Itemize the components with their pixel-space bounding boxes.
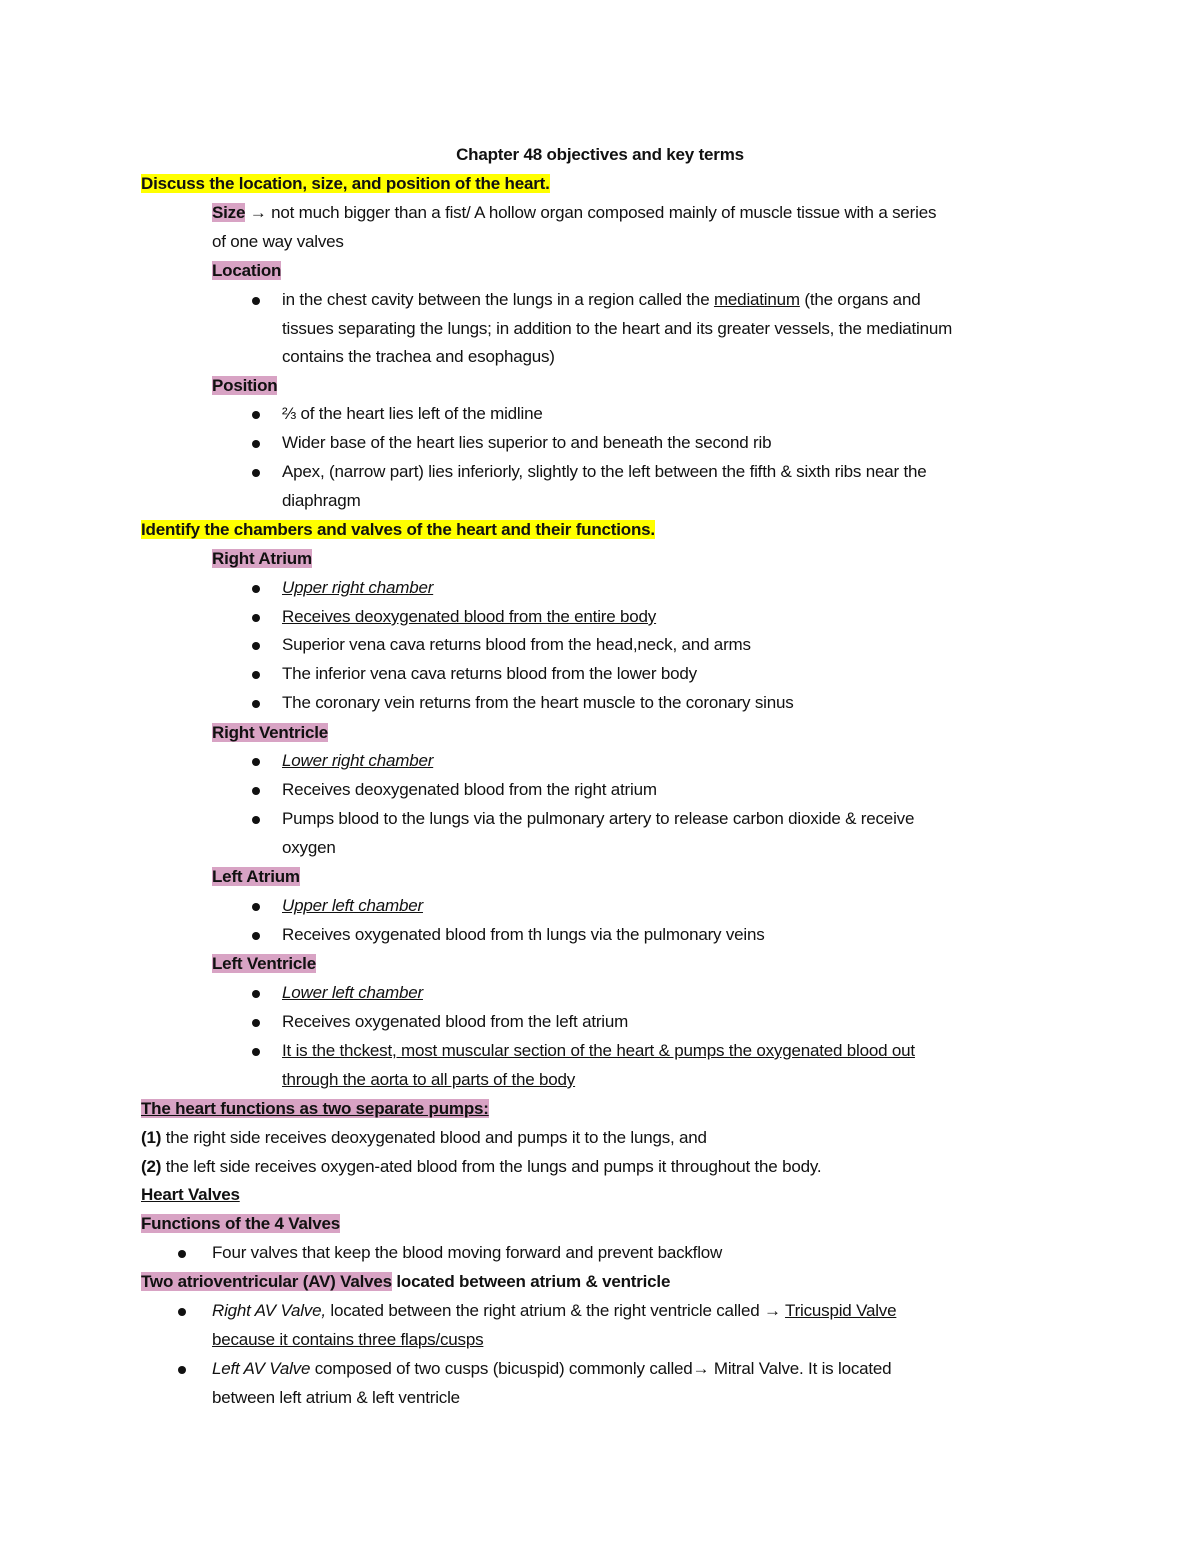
av-bullet-1-line-2: because it contains three flaps/cusps — [212, 1330, 484, 1349]
left-ventricle-bullet-3: It is the thckest, most muscular section of the heart & pumps the oxygenated blood out — [282, 1041, 915, 1060]
av-bullet-2: Left AV Valve composed of two cusps (bicuspid) commonly called→ Mitral Valve. It is located — [212, 1359, 892, 1378]
right-ventricle-bullet-3-line-2: oxygen — [282, 838, 336, 857]
location-label: Location — [212, 261, 282, 280]
bullet-icon — [252, 787, 260, 795]
bullet-icon — [252, 903, 260, 911]
av-bullet-2-line-2: between left atrium & left ventricle — [212, 1388, 460, 1407]
bullet-icon — [252, 440, 260, 448]
left-ventricle-bullet-1: Lower left chamber — [282, 983, 423, 1002]
objective-2: Identify the chambers and valves of the heart and their functions. — [141, 520, 655, 539]
bullet-icon — [252, 1048, 260, 1056]
position-bullet-2: Wider base of the heart lies superior to and beneath the second rib — [282, 433, 772, 452]
location-bullet-1-line-2: tissues separating the lungs; in addition to the heart and its greater vessels, the mediatinum — [282, 319, 953, 338]
position-bullet-3-line-2: diaphragm — [282, 491, 361, 510]
bullet-icon — [252, 614, 260, 622]
bullet-icon — [252, 671, 260, 679]
right-atrium-bullet-4: The inferior vena cava returns blood from the lower body — [282, 664, 697, 683]
bullet-icon — [178, 1250, 186, 1258]
right-atrium-bullet-1: Upper right chamber — [282, 578, 434, 597]
location-bullet-1-line-3: contains the trachea and esophagus) — [282, 347, 555, 366]
bullet-icon — [252, 990, 260, 998]
av-bullet-1: Right AV Valve, located between the right atrium & the right ventricle called → Tricuspid Valve — [212, 1301, 897, 1320]
left-ventricle-label: Left Ventricle — [212, 954, 316, 973]
right-ventricle-bullet-3: Pumps blood to the lungs via the pulmonary artery to release carbon dioxide & receive — [282, 809, 915, 828]
bullet-icon — [252, 1019, 260, 1027]
position-label: Position — [212, 376, 278, 395]
bullet-icon — [178, 1366, 186, 1374]
left-atrium-bullet-1: Upper left chamber — [282, 896, 423, 915]
bullet-icon — [252, 642, 260, 650]
two-pumps-heading: The heart functions as two separate pumps: — [141, 1099, 489, 1118]
bullet-icon — [178, 1308, 186, 1316]
right-ventricle-label: Right Ventricle — [212, 723, 329, 742]
bullet-icon — [252, 297, 260, 305]
bullet-icon — [252, 932, 260, 940]
page-title: Chapter 48 objectives and key terms — [456, 145, 744, 164]
right-ventricle-bullet-2: Receives deoxygenated blood from the right atrium — [282, 780, 657, 799]
av-valves-heading: Two atrioventricular (AV) Valves located between atrium & ventricle — [141, 1272, 671, 1291]
heart-valves-heading: Heart Valves — [141, 1185, 240, 1204]
left-ventricle-bullet-3-line-2: through the aorta to all parts of the body — [282, 1070, 576, 1089]
right-ventricle-bullet-1: Lower right chamber — [282, 751, 434, 770]
position-bullet-1: ⅔ of the heart lies left of the midline — [282, 404, 543, 423]
bullet-icon — [252, 469, 260, 477]
size-line: Size → not much bigger than a fist/ A hollow organ composed mainly of muscle tissue with a series — [212, 203, 937, 222]
left-atrium-label: Left Atrium — [212, 867, 300, 886]
bullet-icon — [252, 585, 260, 593]
right-atrium-bullet-3: Superior vena cava returns blood from the head,neck, and arms — [282, 635, 751, 654]
bullet-icon — [252, 700, 260, 708]
functions-label: Functions of the 4 Valves — [141, 1214, 341, 1233]
right-atrium-bullet-5: The coronary vein returns from the heart muscle to the coronary sinus — [282, 693, 794, 712]
right-atrium-label: Right Atrium — [212, 549, 312, 568]
objective-1: Discuss the location, size, and position of the heart. — [141, 174, 550, 193]
bullet-icon — [252, 816, 260, 824]
size-line-2: of one way valves — [212, 232, 344, 251]
left-atrium-bullet-2: Receives oxygenated blood from th lungs via the pulmonary veins — [282, 925, 765, 944]
bullet-icon — [252, 758, 260, 766]
position-bullet-3: Apex, (narrow part) lies inferiorly, slightly to the left between the fifth & sixth ribs near the — [282, 462, 927, 481]
pump-1-line: (1) the right side receives deoxygenated blood and pumps it to the lungs, and — [141, 1128, 707, 1147]
size-label: Size — [212, 203, 246, 222]
functions-bullet-1: Four valves that keep the blood moving forward and prevent backflow — [212, 1243, 723, 1262]
bullet-icon — [252, 411, 260, 419]
location-bullet-1: in the chest cavity between the lungs in a region called the mediatinum (the organs and — [282, 290, 921, 309]
left-ventricle-bullet-2: Receives oxygenated blood from the left atrium — [282, 1012, 629, 1031]
right-atrium-bullet-2: Receives deoxygenated blood from the entire body — [282, 607, 657, 626]
pump-2-line: (2) the left side receives oxygen-ated blood from the lungs and pumps it throughout the body. — [141, 1157, 822, 1176]
